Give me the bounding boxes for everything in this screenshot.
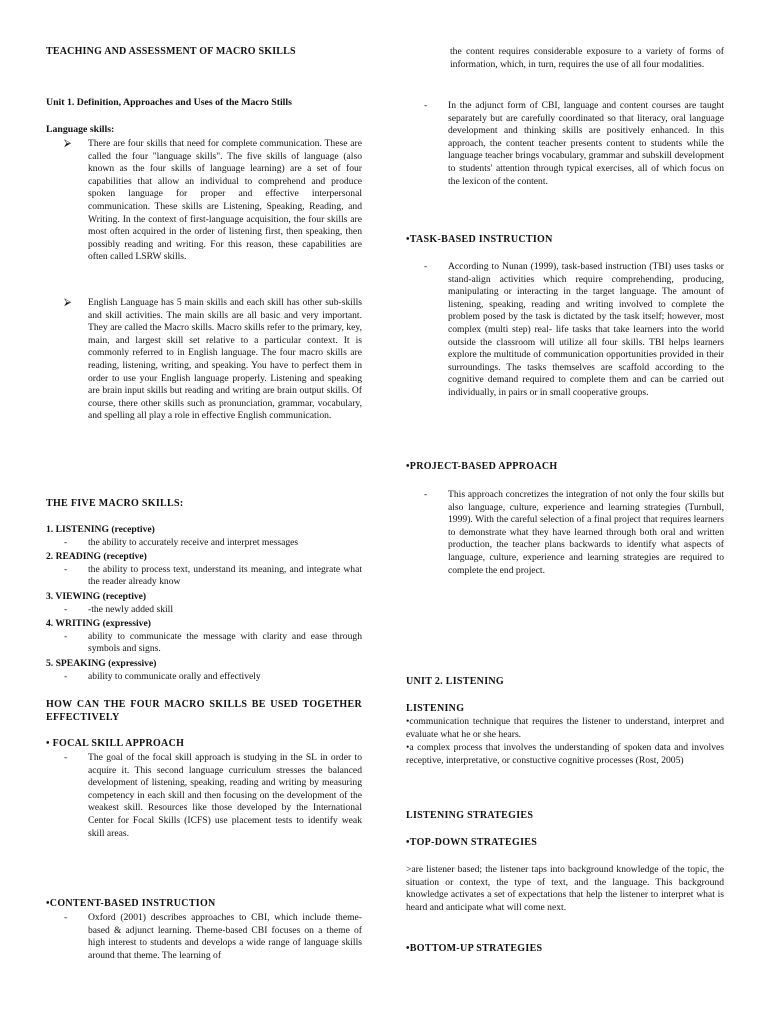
list-item [406, 261, 724, 400]
paragraph: English Language has 5 main skills and each skill has other sub-skills and skill activities. The main skills are all basic and very important. They are called the Macro skills. Macro skills refer to the primary, key, main, and largest skill set relative to a particular context. It is commonly referred to in English language. The four macro skills are reading, listening, writing, and speaking. You have to perfect them in order to use your English language properly. Listening and speaking are brain input skills but reading and writing are brain output skills. Of course, there other skills such as pronunciation, grammar, vocabulary, and spelling all play a role in effective English communication. [88, 297, 362, 422]
dash-bullet-icon: - [64, 603, 68, 615]
skill-description: -the newly added skill [88, 603, 173, 615]
skill-title: 4. WRITING [46, 618, 101, 629]
list-item [406, 489, 724, 577]
paragraph: In the adjunct form of CBI, language and content courses are taught separately but are carefully coordinated so that literacy, oral language development and thinking skills are positively enhanced. In this approach, the content teacher presents content to students while the language teacher brings vocabulary, grammar and subskill development to students' attention through typical exercises, all of which focus on the lexicon of the content. [448, 100, 724, 187]
top-down-text: >are listener based; the listener taps into background knowledge of the topic, the situation or context, the type of text, and the language. This background knowledge activates a set of expectations that help the listener to interpret what is heard and anticipate what will come next. [406, 864, 724, 913]
bottom-up-heading: •BOTTOM-UP STRATEGIES [406, 943, 543, 954]
dash-bullet-icon: - [64, 630, 68, 642]
skill-description: the ability to accurately receive and interpret messages [88, 536, 299, 548]
skill-kind: (receptive) [102, 591, 147, 602]
dash-bullet-icon: - [64, 752, 68, 763]
skill-kind: (expressive) [108, 658, 157, 669]
dash-bullet-icon: - [64, 912, 68, 923]
language-skills-heading: Language skills: [46, 124, 115, 135]
macro-skill-item [46, 618, 362, 656]
dash-bullet-icon: - [64, 670, 68, 682]
focal-skill-heading: • FOCAL SKILL APPROACH [46, 738, 185, 749]
dash-bullet-icon: - [424, 261, 428, 272]
dash-bullet-icon: - [424, 489, 428, 500]
paragraph: Oxford (2001) describes approaches to CBI, which include theme-based & adjunct learning. Theme-based CBI focuses on a theme of high interest to students and develops a wide range of language skills around that theme. The learning of [88, 912, 362, 961]
paragraph: The goal of the focal skill approach is studying in the SL in order to acquire it. This second language curriculum stresses the balanced development of listening, speaking, reading and writing by measuring competency in each skill and then focusing on the development of the weakest skill. Resources like those developed by the International Center for Focal Skills (ICFS) use placement tests to identify weak skill areas. [88, 752, 362, 839]
five-macro-skills-heading: THE FIVE MACRO SKILLS: [46, 498, 184, 509]
listening-heading: LISTENING [406, 703, 465, 714]
paragraph: the content requires considerable exposure to a variety of forms of information, which, in turn, requires the use of all four modalities. [450, 46, 724, 70]
skill-title: 5. SPEAKING [46, 658, 106, 669]
dash-bullet-icon: - [424, 100, 428, 111]
macro-skill-item [46, 658, 362, 683]
unit-1-heading: Unit 1. Definition, Approaches and Uses of the Macro Stills [46, 97, 292, 108]
dash-bullet-icon: - [64, 536, 68, 548]
skill-kind: (expressive) [102, 618, 151, 629]
paragraph: There are four skills that need for complete communication. These are called the four "language skills". The five skills of language (also known as the four skills of language learning) are a set of four capabilities that allow an individual to comprehend and produce spoken language for proper and effective interpersonal communication. These skills are Listening, Speaking, Reading, and Writing. In the context of first-language acquisition, the four skills are most often acquired in the order of listening first, then speaking, then possibly reading and writing. For this reason, these capabilities are often called LSRW skills. [88, 138, 362, 263]
macro-skill-item [46, 591, 362, 616]
paragraph: According to Nunan (1999), task-based instruction (TBI) uses tasks or stand-align activities which require comprehending, producing, manipulating or interacting in the target language. The amount of listening, speaking, reading and writing involved to complete the problem posed by the task is dictated by the task itself; however, most complex (multi step) real- life tasks that take learners into the world outside the classroom will utilize all four skills. TBI helps learners explore the multitude of communication opportunities provided in their surroundings. The tasks themselves are scaffold according to the cognitive demand required to complete them and can be carried out individually, in pairs or in small cooperative groups. [448, 261, 724, 398]
tbi-heading: •TASK-BASED INSTRUCTION [406, 234, 553, 245]
arrow-bullet-icon: ⮚ [64, 297, 72, 308]
list-item [46, 752, 362, 840]
skill-description: ability to communicate the message with clarity and ease through symbols and signs. [88, 630, 362, 655]
listening-definition-1: •communication technique that requires the listener to understand, interpret and evaluate what he or she hears. [406, 716, 724, 740]
list-item [46, 138, 362, 264]
paragraph: This approach concretizes the integration of not only the four skills but also language, culture, experience and learning strategies (Turnbull, 1999). With the careful selection of a final project that requires learners to demonstrate what they have learned through both oral and written production, the teacher plans backwards to identify what aspects of language, culture, experience and learning strategies are required to complete the end project. [448, 489, 724, 576]
list-item [46, 297, 362, 423]
skill-title: 2. READING [46, 551, 101, 562]
listening-strategies-heading: LISTENING STRATEGIES [406, 810, 534, 821]
skill-title: 1. LISTENING [46, 524, 109, 535]
unit-2-heading: UNIT 2. LISTENING [406, 676, 505, 687]
top-down-heading: •TOP-DOWN STRATEGIES [406, 837, 538, 848]
skill-title: 3. VIEWING [46, 591, 101, 602]
skill-description: the ability to process text, understand its meaning, and integrate what the reader already know [88, 563, 362, 588]
arrow-bullet-icon: ⮚ [64, 138, 72, 149]
macro-skill-item [46, 551, 362, 589]
list-item [46, 912, 362, 962]
how-heading: HOW CAN THE FOUR MACRO SKILLS BE USED TOGETHER EFFECTIVELY [46, 699, 362, 723]
skill-kind: (receptive) [111, 524, 155, 535]
listening-definition-2: •a complex process that involves the understanding of spoken data and involves receptive, interpretative, or constuctive cognitive processes (Rost, 2005) [406, 742, 724, 766]
skill-kind: (receptive) [103, 551, 147, 562]
cbi-heading: •CONTENT-BASED INSTRUCTION [46, 898, 216, 909]
list-item [406, 100, 724, 188]
skill-description: ability to communicate orally and effectively [88, 670, 261, 682]
dash-bullet-icon: - [64, 563, 68, 575]
macro-skill-item [46, 524, 362, 549]
pba-heading: •PROJECT-BASED APPROACH [406, 461, 558, 472]
document-title: TEACHING AND ASSESSMENT OF MACRO SKILLS [46, 46, 296, 57]
